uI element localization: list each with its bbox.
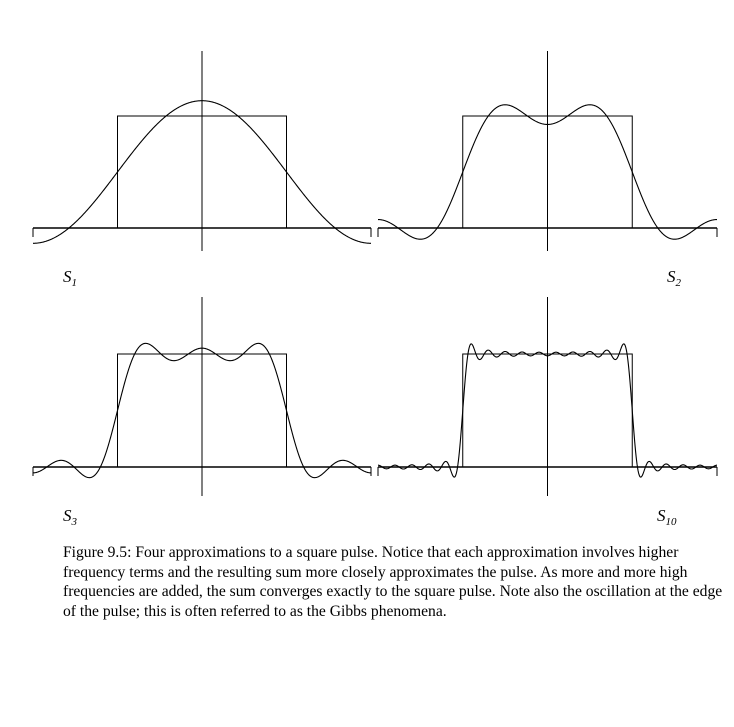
panel-label-main: S — [63, 506, 72, 525]
panel-label-main: S — [657, 506, 666, 525]
panel-label-main: S — [63, 267, 72, 286]
panel-s2 — [378, 51, 717, 289]
panel-label — [657, 506, 677, 528]
panel-label-subscript: 1 — [71, 277, 77, 289]
panel-label — [667, 267, 682, 289]
figure-caption: Figure 9.5: Four approximations to a square pulse. Notice that each approximation involves higher frequency terms and the resulting sum more closely approximates the pulse. As more and more high frequencies are added, the sum converges exactly to the square pulse. Note also the oscillation at the edge of the pulse; this is often referred to as the Gibbs phenomena. — [63, 544, 723, 620]
panel-label-subscript: 10 — [665, 516, 677, 528]
panel-label — [63, 506, 78, 528]
panel-label-subscript: 2 — [675, 277, 681, 289]
panel-label-subscript: 3 — [71, 516, 77, 528]
panel-s1 — [33, 51, 371, 289]
panel-s3 — [33, 297, 371, 528]
panel-s10 — [378, 297, 717, 528]
panel-label-main: S — [667, 267, 676, 286]
panel-label — [63, 267, 77, 289]
